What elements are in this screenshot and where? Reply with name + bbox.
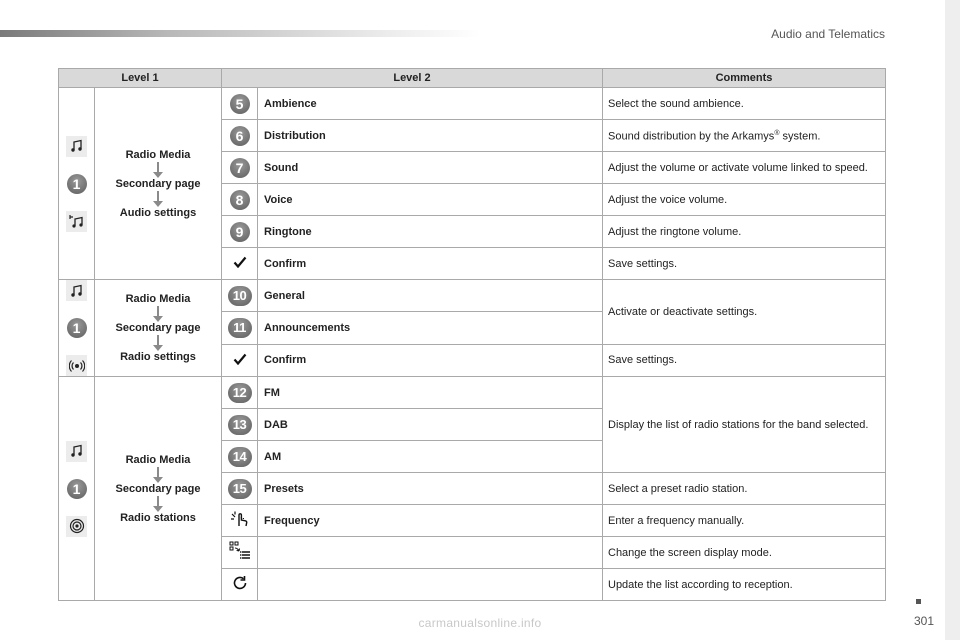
refresh-icon [222,569,258,601]
audio-settings-icon [66,211,87,232]
comment-text: Adjust the voice volume. [603,184,886,216]
step-badge: 12 [228,383,252,403]
comment-text: Activate or deactivate settings. [603,280,886,345]
table-row [59,88,886,120]
step-badge: 9 [230,222,250,242]
comment-text-tail: system. [779,130,821,143]
level1-label: Secondary page [115,322,201,334]
comment-text: Adjust the volume or activate volume linked to speed. [603,152,886,184]
level2-label: AM [258,441,603,473]
header-gradient-bar [0,30,480,37]
level2-label [258,569,603,601]
watermark: carmanualsonline.info [418,616,542,630]
step-badge: 10 [228,286,252,306]
step-badge: 15 [228,479,252,499]
page-edge-strip [945,0,960,640]
down-arrow-icon [157,335,159,346]
radio-media-icon [66,280,87,301]
radio-media-icon [66,441,87,462]
comment-text: Display the list of radio stations for the band selected. [603,377,886,473]
level2-label: Sound [258,152,603,184]
level1-label: Radio Media [125,148,191,161]
level2-label: Announcements [258,312,603,344]
radio-media-icon [66,136,87,157]
level1-label: Radio Media [125,453,191,466]
checkmark-icon [222,344,258,376]
level1-path [95,88,222,280]
comment-text: Save settings. [603,248,886,280]
level2-label: Ambience [258,88,603,120]
down-arrow-icon [157,162,159,173]
page-marker [916,599,921,604]
section-title: Audio and Telematics [771,27,885,41]
comment-text: Select the sound ambience. [603,88,886,120]
list-view-icon [222,537,258,569]
level1-label: Radio stations [120,511,196,524]
step-badge-1: 1 [67,318,87,338]
level2-label: Frequency [258,505,603,537]
level2-label: Confirm [258,344,603,376]
step-badge: 6 [230,126,250,146]
step-badge-1: 1 [67,479,87,499]
column-header-comments: Comments [603,69,886,88]
comment-text: Sound distribution by the Arkamys [608,130,775,143]
radio-settings-icon [66,355,87,376]
page-number: 301 [914,614,935,628]
comment-text: Enter a frequency manually. [603,505,886,537]
table-row [59,377,886,409]
comment-cell [603,120,886,152]
level2-label: FM [258,377,603,409]
down-arrow-icon [157,306,159,317]
level1-icons [59,88,95,280]
column-header-level1: Level 1 [59,69,222,88]
table-row [59,280,886,312]
level2-label: Voice [258,184,603,216]
level1-label: Audio settings [119,206,197,219]
radio-stations-icon [66,516,87,537]
down-arrow-icon [157,191,159,202]
level1-icons [59,377,95,601]
level2-label: DAB [258,409,603,441]
touch-hand-icon [222,505,258,537]
column-header-level2: Level 2 [222,69,603,88]
down-arrow-icon [157,496,159,507]
level1-label: Radio Media [125,293,191,305]
comment-text: Change the screen display mode. [603,537,886,569]
checkmark-icon [222,248,258,280]
comment-text: Save settings. [603,344,886,376]
step-badge: 11 [228,318,252,338]
comment-text: Select a preset radio station. [603,473,886,505]
step-badge: 8 [230,190,250,210]
level2-label: Distribution [258,120,603,152]
step-badge-1: 1 [67,174,87,194]
level2-label: Presets [258,473,603,505]
table-header-row [59,69,886,88]
level2-label: Ringtone [258,216,603,248]
step-badge: 14 [228,447,252,467]
comment-text: Update the list according to reception. [603,569,886,601]
step-badge: 5 [230,94,250,114]
settings-table [58,68,886,601]
step-badge: 13 [228,415,252,435]
down-arrow-icon [157,467,159,478]
level1-label: Radio settings [120,351,196,363]
level2-label: Confirm [258,248,603,280]
level1-label: Secondary page [115,482,201,495]
step-badge: 7 [230,158,250,178]
level2-label [258,537,603,569]
level1-icons [59,280,95,377]
level1-path [95,280,222,377]
comment-text: Adjust the ringtone volume. [603,216,886,248]
level1-path [95,377,222,601]
level1-label: Secondary page [115,177,201,190]
level2-label: General [258,280,603,312]
registered-mark: ® [774,130,780,138]
